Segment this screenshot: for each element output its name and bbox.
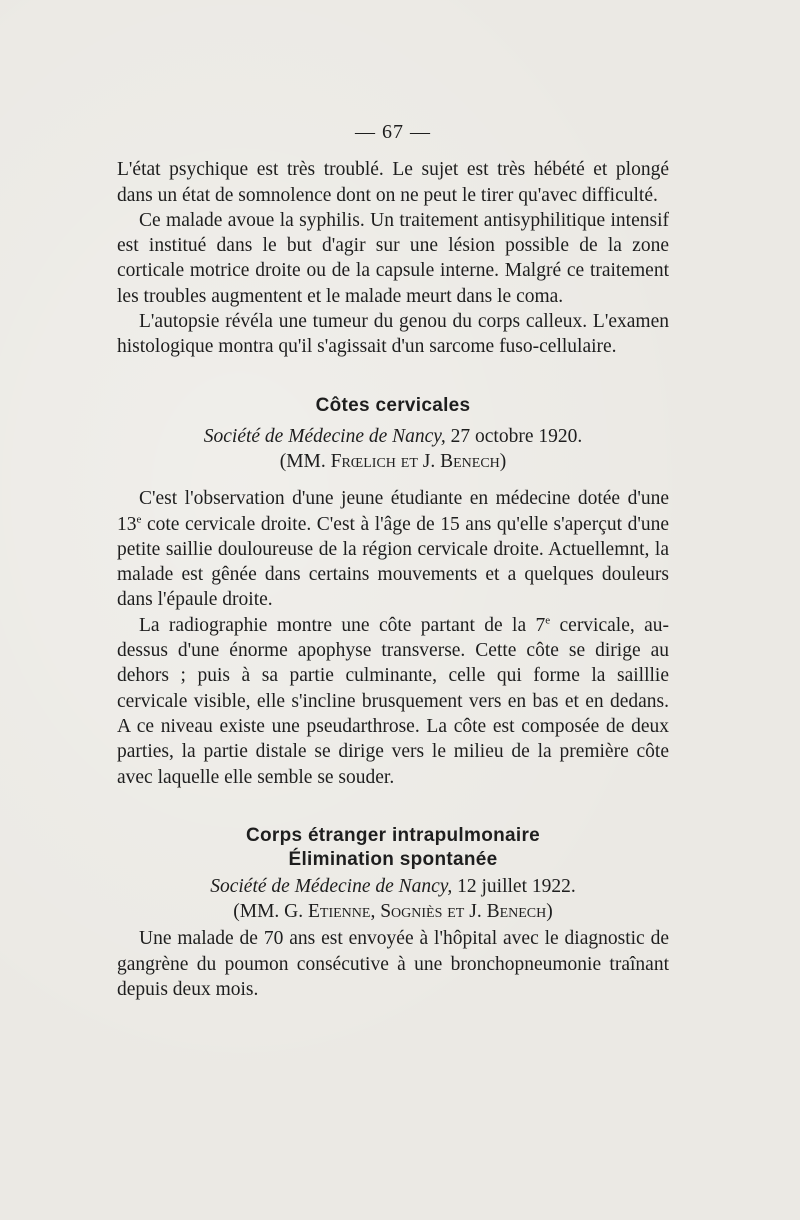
- section1-date: 27 octobre 1920.: [450, 425, 583, 447]
- page-number: — 67 —: [355, 121, 431, 143]
- intro-paragraph-2: Ce malade avoue la syphilis. Un traitement antisyphilitique intensif est institué dans le but d'agir sur une lésion possible de la zone corticale motrice droite ou de la capsule interne. Malgré ce traitement les troubles augmentent et le malade meurt dans le coma.: [117, 209, 669, 307]
- section2-authors: (MM. G. Etienne, Sogniès et J. Benech): [233, 901, 553, 923]
- intro-paragraph-1: L'état psychique est très troublé. Le sujet est très hébété et plongé dans un état de somnolence dont on ne peut le tirer qu'avec difficulté.: [117, 159, 669, 206]
- section1-title: Côtes cervicales: [315, 394, 471, 416]
- section2-society-name: Société de Médecine de Nancy,: [210, 875, 453, 897]
- section2-title-line1: Corps étranger intrapulmonaire: [245, 824, 541, 846]
- section1-paragraph-2: La radiographie montre une côte partant de la 7e cervicale, au-dessus d'une énorme apophyse transverse. Cette côte se dirige au dehors ; puis à sa partie culminante, celle qui forme la sailllie cervicale visible, elle s'incline brusquement vers en bas et en dedans. A ce niveau existe une pseudarthrose. La côte est composée de deux parties, la partie distale se dirige vers le milieu de la première côte avec laquelle elle semble se souder.: [117, 614, 669, 788]
- page-content: [117, 120, 669, 1002]
- section1-society: [117, 424, 669, 449]
- section2-date: 12 juillet 1922.: [457, 875, 576, 897]
- section1-society-name: Société de Médecine de Nancy,: [203, 425, 446, 447]
- section1-authors: (MM. Frœlich et J. Benech): [279, 450, 507, 472]
- section2-title-line2: Élimination spontanée: [288, 848, 498, 870]
- section2-paragraph-1: Une malade de 70 ans est envoyée à l'hôpital avec le diagnostic de gangrène du poumon consécutive à une bronchopneumonie traînant depuis deux mois.: [117, 928, 669, 1001]
- intro-paragraph-3: L'autopsie révéla une tumeur du genou du corps calleux. L'examen histologique montra qu'il s'agissait d'un sarcome fuso-cellulaire.: [117, 311, 669, 358]
- section1-paragraph-1: C'est l'observation d'une jeune étudiante en médecine dotée d'une 13e cote cervicale droite. C'est à l'âge de 15 ans qu'elle s'aperçut d'une petite saillie douloureuse de la région cervicale droite. Actuellemnt, la malade est gênée dans certains mouvements et a quelques douleurs dans l'épaule droite.: [117, 488, 669, 611]
- section2-society: [117, 874, 669, 899]
